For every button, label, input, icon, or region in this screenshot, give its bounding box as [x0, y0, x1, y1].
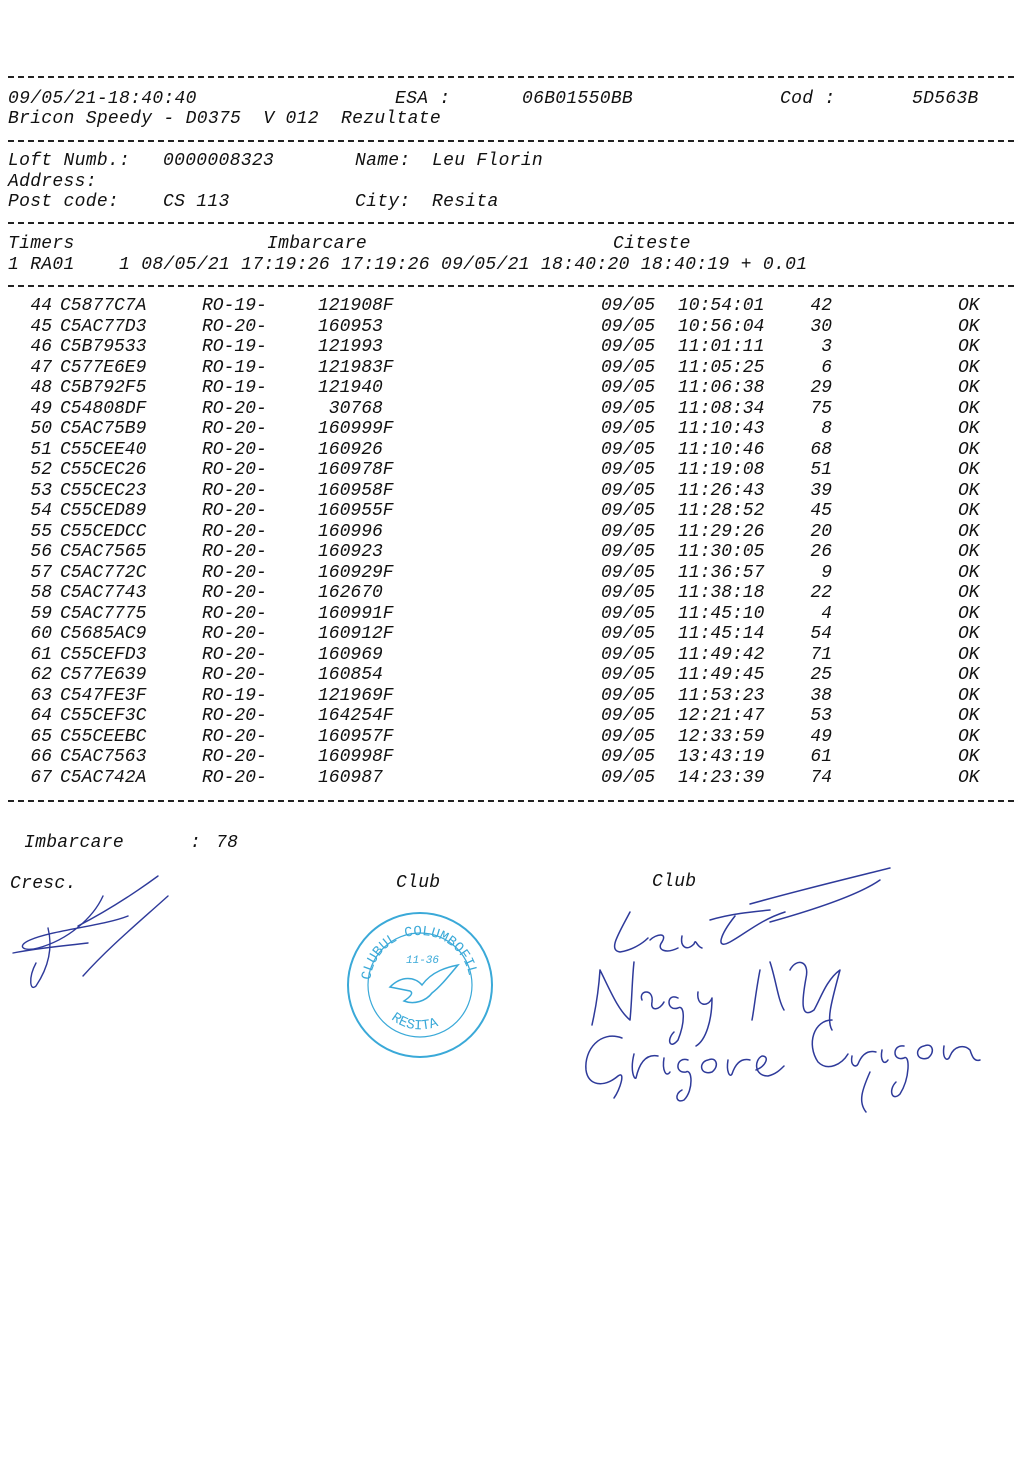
ring-country: RO-20- — [202, 583, 267, 603]
ring-number: 121993 — [318, 337, 383, 357]
ring-number: 160957F — [318, 726, 394, 747]
arrival-date: 09/05 — [601, 337, 656, 357]
ring-country: RO-20- — [202, 439, 267, 460]
table-row — [0, 645, 1024, 665]
status: OK — [958, 562, 980, 583]
ring-number: 121940 — [318, 378, 383, 398]
ring-number: 160926 — [318, 439, 383, 460]
arrival-date: 09/05 — [601, 603, 656, 624]
ring-number: 160955F — [318, 501, 394, 521]
arrival-date: 09/05 — [601, 767, 656, 788]
arrival-time: 11:06:38 — [678, 378, 765, 398]
chip-id: C5AC7565 — [60, 542, 147, 562]
ring-country: RO-19- — [202, 685, 267, 706]
position: 45 — [810, 501, 832, 521]
ring-country: RO-19- — [202, 357, 267, 378]
ring-country: RO-20- — [202, 603, 267, 624]
arrival-date: 09/05 — [601, 296, 656, 316]
status: OK — [958, 747, 980, 767]
row-index: 63 — [30, 685, 52, 706]
arrival-date: 09/05 — [601, 357, 656, 378]
arrival-time: 10:54:01 — [678, 296, 765, 316]
ring-number: 160923 — [318, 542, 383, 562]
arrival-date: 09/05 — [601, 706, 656, 726]
chip-id: C5AC75B9 — [60, 419, 147, 439]
chip-id: C55CEC26 — [60, 460, 147, 480]
row-index: 55 — [30, 521, 52, 542]
table-row — [0, 501, 1024, 521]
divider — [8, 76, 1014, 78]
status: OK — [958, 480, 980, 501]
arrival-time: 10:56:04 — [678, 316, 765, 337]
table-row — [0, 727, 1024, 747]
position: 74 — [810, 767, 832, 788]
table-row — [0, 542, 1024, 562]
ring-number: 160999F — [318, 419, 394, 439]
arrival-date: 09/05 — [601, 542, 656, 562]
ring-number: 160987 — [318, 767, 383, 788]
ring-number: 160969 — [318, 644, 383, 665]
cod-value: 5D563B — [912, 89, 979, 109]
ring-country: RO-20- — [202, 521, 267, 542]
table-row — [0, 583, 1024, 603]
arrival-date: 09/05 — [601, 521, 656, 542]
arrival-date: 09/05 — [601, 460, 656, 480]
chip-id: C5AC772C — [60, 562, 147, 583]
ring-number: 160953 — [318, 316, 383, 337]
position: 49 — [810, 726, 832, 747]
chip-id: C5AC7563 — [60, 747, 147, 767]
chip-id: C55CEE40 — [60, 439, 147, 460]
divider — [8, 285, 1014, 287]
breeder-signature — [8, 868, 188, 998]
club-label-2: Club — [652, 872, 697, 892]
position: 39 — [810, 480, 832, 501]
ring-number: 160929F — [318, 562, 394, 583]
arrival-date: 09/05 — [601, 378, 656, 398]
status: OK — [958, 419, 980, 439]
arrival-date: 09/05 — [601, 726, 656, 747]
chip-id: C55CEFD3 — [60, 644, 147, 665]
arrival-date: 09/05 — [601, 398, 656, 419]
chip-id: C55CED89 — [60, 501, 147, 521]
cod-label: Cod : — [780, 89, 836, 109]
row-index: 61 — [30, 644, 52, 665]
postcode-label: Post code: — [8, 192, 120, 212]
position: 25 — [810, 665, 832, 685]
ring-country: RO-20- — [202, 644, 267, 665]
ring-number: 160854 — [318, 665, 383, 685]
row-index: 62 — [30, 665, 52, 685]
ring-country: RO-19- — [202, 296, 267, 316]
table-row — [0, 317, 1024, 337]
arrival-time: 11:01:11 — [678, 337, 765, 357]
position: 22 — [810, 583, 832, 603]
ring-number: 162670 — [318, 583, 383, 603]
ring-number: 160996 — [318, 521, 383, 542]
table-row — [0, 522, 1024, 542]
status: OK — [958, 521, 980, 542]
arrival-time: 11:38:18 — [678, 583, 765, 603]
position: 51 — [810, 460, 832, 480]
arrival-time: 11:49:42 — [678, 644, 765, 665]
ring-number: 160958F — [318, 480, 394, 501]
ring-country: RO-20- — [202, 480, 267, 501]
ring-number: 164254F — [318, 706, 394, 726]
row-index: 66 — [30, 747, 52, 767]
cresc-label: Cresc. — [10, 874, 77, 894]
arrival-time: 11:10:43 — [678, 419, 765, 439]
ring-number: 160978F — [318, 460, 394, 480]
arrival-time: 11:45:10 — [678, 603, 765, 624]
ring-country: RO-20- — [202, 624, 267, 644]
ring-country: RO-19- — [202, 337, 267, 357]
arrival-time: 11:10:46 — [678, 439, 765, 460]
row-index: 64 — [30, 706, 52, 726]
row-index: 65 — [30, 726, 52, 747]
position: 6 — [821, 357, 832, 378]
timers-title: Timers — [8, 234, 75, 254]
table-row — [0, 419, 1024, 439]
chip-id: C5AC7775 — [60, 603, 147, 624]
row-index: 57 — [30, 562, 52, 583]
position: 4 — [821, 603, 832, 624]
imbarcare-total-value: 78 — [216, 833, 239, 853]
table-row — [0, 747, 1024, 767]
arrival-time: 12:21:47 — [678, 706, 765, 726]
status: OK — [958, 542, 980, 562]
chip-id: C55CEF3C — [60, 706, 147, 726]
ring-number: 160912F — [318, 624, 394, 644]
position: 9 — [821, 562, 832, 583]
row-index: 49 — [30, 398, 52, 419]
arrival-date: 09/05 — [601, 439, 656, 460]
city-value: Resita — [432, 192, 499, 212]
ring-number: 121969F — [318, 685, 394, 706]
arrival-time: 11:08:34 — [678, 398, 765, 419]
chip-id: C55CEDCC — [60, 521, 147, 542]
arrival-date: 09/05 — [601, 747, 656, 767]
chip-id: C55CEC23 — [60, 480, 147, 501]
arrival-time: 11:36:57 — [678, 562, 765, 583]
position: 54 — [810, 624, 832, 644]
table-row — [0, 624, 1024, 644]
row-index: 59 — [30, 603, 52, 624]
row-index: 44 — [30, 296, 52, 316]
position: 20 — [810, 521, 832, 542]
row-index: 48 — [30, 378, 52, 398]
name-label: Name: — [355, 151, 411, 171]
arrival-time: 11:29:26 — [678, 521, 765, 542]
chip-id: C5877C7A — [60, 296, 147, 316]
chip-id: C5AC77D3 — [60, 316, 147, 337]
chip-id: C577E639 — [60, 665, 147, 685]
status: OK — [958, 460, 980, 480]
status: OK — [958, 501, 980, 521]
position: 38 — [810, 685, 832, 706]
imbarcare-total-sep: : — [190, 833, 202, 853]
divider — [8, 140, 1014, 142]
table-row — [0, 296, 1024, 316]
status: OK — [958, 316, 980, 337]
ring-country: RO-20- — [202, 665, 267, 685]
status: OK — [958, 357, 980, 378]
position: 30 — [810, 316, 832, 337]
chip-id: C5B79533 — [60, 337, 147, 357]
ring-number: 160991F — [318, 603, 394, 624]
status: OK — [958, 726, 980, 747]
position: 75 — [810, 398, 832, 419]
chip-id: C547FE3F — [60, 685, 147, 706]
arrival-time: 11:26:43 — [678, 480, 765, 501]
arrival-time: 11:49:45 — [678, 665, 765, 685]
position: 29 — [810, 378, 832, 398]
table-row — [0, 481, 1024, 501]
position: 61 — [810, 747, 832, 767]
arrival-date: 09/05 — [601, 501, 656, 521]
club-label-1: Club — [396, 873, 441, 893]
status: OK — [958, 398, 980, 419]
row-index: 54 — [30, 501, 52, 521]
status: OK — [958, 767, 980, 788]
position: 8 — [821, 419, 832, 439]
arrival-time: 11:28:52 — [678, 501, 765, 521]
arrival-date: 09/05 — [601, 685, 656, 706]
row-index: 53 — [30, 480, 52, 501]
loft-number-value: 0000008323 — [163, 151, 275, 171]
table-row — [0, 686, 1024, 706]
status: OK — [958, 665, 980, 685]
status: OK — [958, 624, 980, 644]
row-index: 60 — [30, 624, 52, 644]
table-row — [0, 440, 1024, 460]
table-row — [0, 378, 1024, 398]
status: OK — [958, 439, 980, 460]
timers-citeste-label: Citeste — [613, 234, 691, 254]
chip-id: C5685AC9 — [60, 624, 147, 644]
ring-number: 121908F — [318, 296, 394, 316]
position: 71 — [810, 644, 832, 665]
ring-number: 30768 — [318, 398, 383, 419]
arrival-time: 11:19:08 — [678, 460, 765, 480]
position: 53 — [810, 706, 832, 726]
arrival-date: 09/05 — [601, 562, 656, 583]
table-row — [0, 460, 1024, 480]
device-line: Bricon Speedy - D0375 V 012 Rezultate — [8, 109, 441, 129]
arrival-date: 09/05 — [601, 480, 656, 501]
status: OK — [958, 603, 980, 624]
city-label: City: — [355, 192, 411, 212]
row-index: 45 — [30, 316, 52, 337]
position: 68 — [810, 439, 832, 460]
ring-country: RO-20- — [202, 726, 267, 747]
ring-country: RO-20- — [202, 501, 267, 521]
table-row — [0, 665, 1024, 685]
row-index: 58 — [30, 583, 52, 603]
header-datetime: 09/05/21-18:40:40 — [8, 89, 197, 109]
arrival-date: 09/05 — [601, 316, 656, 337]
divider — [8, 800, 1014, 802]
arrival-time: 11:05:25 — [678, 357, 765, 378]
position: 26 — [810, 542, 832, 562]
table-row — [0, 337, 1024, 357]
divider — [8, 222, 1014, 224]
arrival-date: 09/05 — [601, 419, 656, 439]
row-index: 51 — [30, 439, 52, 460]
ring-country: RO-20- — [202, 767, 267, 788]
table-row — [0, 604, 1024, 624]
arrival-time: 11:45:14 — [678, 624, 765, 644]
status: OK — [958, 644, 980, 665]
ring-country: RO-20- — [202, 562, 267, 583]
chip-id: C5AC7743 — [60, 583, 147, 603]
imbarcare-total-label: Imbarcare — [24, 833, 124, 853]
ring-country: RO-20- — [202, 706, 267, 726]
status: OK — [958, 685, 980, 706]
row-index: 52 — [30, 460, 52, 480]
position: 42 — [810, 296, 832, 316]
arrival-date: 09/05 — [601, 644, 656, 665]
table-row — [0, 563, 1024, 583]
arrival-time: 14:23:39 — [678, 767, 765, 788]
chip-id: C55CEEBC — [60, 726, 147, 747]
arrival-date: 09/05 — [601, 583, 656, 603]
status: OK — [958, 378, 980, 398]
status: OK — [958, 706, 980, 726]
timers-imbarcare-label: Imbarcare — [267, 234, 367, 254]
row-index: 47 — [30, 357, 52, 378]
loft-number-label: Loft Numb.: — [8, 151, 131, 171]
name-value: Leu Florin — [432, 151, 544, 171]
arrival-time: 11:53:23 — [678, 685, 765, 706]
chip-id: C54808DF — [60, 398, 147, 419]
table-row — [0, 706, 1024, 726]
status: OK — [958, 337, 980, 357]
club-stamp — [340, 905, 500, 1065]
table-row — [0, 358, 1024, 378]
ring-number: 121983F — [318, 357, 394, 378]
chip-id: C5AC742A — [60, 767, 147, 788]
esa-value: 06B01550BB — [522, 89, 634, 109]
ring-number: 160998F — [318, 747, 394, 767]
arrival-time: 11:30:05 — [678, 542, 765, 562]
position: 3 — [821, 337, 832, 357]
ring-country: RO-20- — [202, 460, 267, 480]
ring-country: RO-20- — [202, 747, 267, 767]
ring-country: RO-20- — [202, 316, 267, 337]
row-index: 67 — [30, 767, 52, 788]
club-signatures — [570, 850, 1010, 1120]
stamp-code: 11-36 — [406, 955, 440, 967]
stamp-text-top: CLUBUL COLUMBOFIL — [359, 923, 480, 982]
chip-id: C577E6E9 — [60, 357, 147, 378]
arrival-time: 12:33:59 — [678, 726, 765, 747]
table-row — [0, 768, 1024, 788]
table-row — [0, 399, 1024, 419]
stamp-text-bottom: RESITA — [388, 1009, 441, 1035]
arrival-date: 09/05 — [601, 624, 656, 644]
ring-country: RO-20- — [202, 398, 267, 419]
ring-country: RO-20- — [202, 542, 267, 562]
status: OK — [958, 296, 980, 316]
chip-id: C5B792F5 — [60, 378, 147, 398]
ring-country: RO-19- — [202, 378, 267, 398]
status: OK — [958, 583, 980, 603]
row-index: 56 — [30, 542, 52, 562]
ring-country: RO-20- — [202, 419, 267, 439]
esa-label: ESA : — [395, 89, 451, 109]
timers-line: 1 RA01 1 08/05/21 17:19:26 17:19:26 09/05/21 18:40:20 18:40:19 + 0.01 — [8, 255, 808, 275]
row-index: 46 — [30, 337, 52, 357]
address-label: Address: — [8, 172, 97, 192]
postcode-value: CS 113 — [163, 192, 230, 212]
row-index: 50 — [30, 419, 52, 439]
arrival-time: 13:43:19 — [678, 747, 765, 767]
arrival-date: 09/05 — [601, 665, 656, 685]
